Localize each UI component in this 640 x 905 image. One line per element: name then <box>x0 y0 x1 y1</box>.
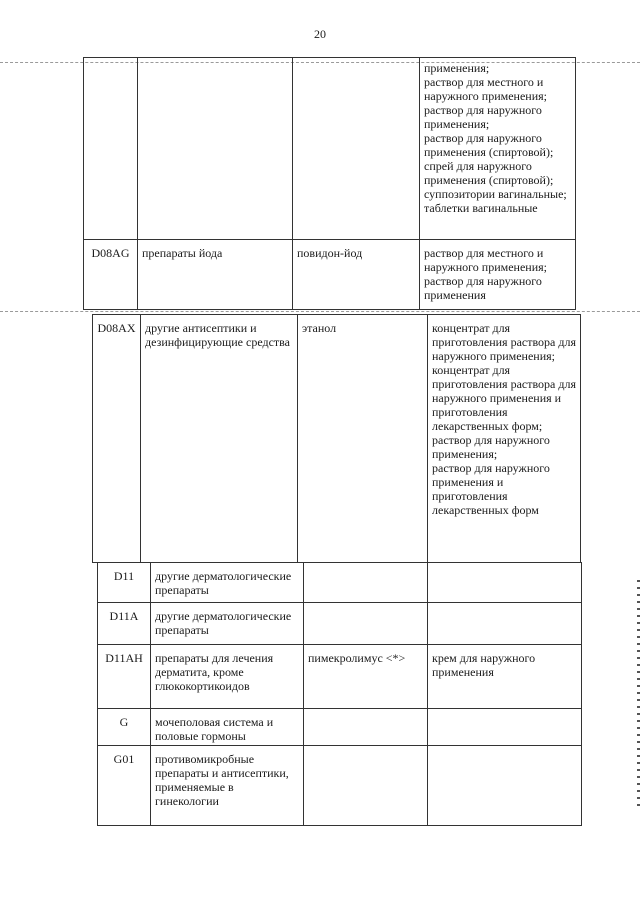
table-row <box>98 603 582 645</box>
medicine-table-part-3 <box>97 562 582 826</box>
dosage-form-cell <box>428 746 582 826</box>
drug-name-cell <box>304 603 428 645</box>
dosage-form-cell <box>428 709 582 746</box>
group-name-cell: мочеполовая система и половые гормоны <box>151 709 304 746</box>
dosage-form-cell: концентрат для приготовления раствора для наружного применения; концентрат для приготовления раствора для наружного применения и приготовления лекарственных форм; раствор для наружного применения; раствор для наружного применения и приготовления лекарственных форм <box>428 315 581 563</box>
table-row <box>98 746 582 826</box>
table-row <box>93 315 581 563</box>
group-name-cell: другие антисептики и дезинфицирующие средства <box>141 315 298 563</box>
dosage-form-cell <box>428 563 582 603</box>
atc-code-cell: D11 <box>98 563 151 603</box>
table-row <box>84 58 576 240</box>
atc-code-cell: G <box>98 709 151 746</box>
drug-name-cell: этанол <box>298 315 428 563</box>
atc-code-cell: D11AH <box>98 645 151 709</box>
dosage-form-cell: раствор для местного и наружного применения; раствор для наружного применения <box>420 240 576 310</box>
table-row <box>84 240 576 310</box>
medicine-table-part-1 <box>83 57 576 310</box>
table-row <box>98 645 582 709</box>
table-row <box>98 709 582 746</box>
drug-name-cell: пимекролимус <*> <box>304 645 428 709</box>
atc-code-cell: G01 <box>98 746 151 826</box>
dosage-form-cell: применения; раствор для местного и наружного применения; раствор для наружного применения; раствор для наружного применения (спиртовой); спрей для наружного применения (спиртовой); суппозитории вагинальные; таблетки вагинальные <box>420 58 576 240</box>
drug-name-cell <box>293 58 420 240</box>
table-row <box>98 563 582 603</box>
atc-code-cell <box>84 58 138 240</box>
atc-code-cell: D08AG <box>84 240 138 310</box>
group-name-cell: препараты йода <box>138 240 293 310</box>
dosage-form-cell <box>428 603 582 645</box>
dosage-form-cell: крем для наружного применения <box>428 645 582 709</box>
drug-name-cell <box>304 709 428 746</box>
drug-name-cell <box>304 563 428 603</box>
group-name-cell: препараты для лечения дерматита, кроме глюкокортикоидов <box>151 645 304 709</box>
atc-code-cell: D11A <box>98 603 151 645</box>
scan-fold-line-middle <box>0 311 640 312</box>
page-number: 20 <box>314 27 326 41</box>
medicine-table-part-2 <box>92 314 581 563</box>
drug-name-cell: повидон-йод <box>293 240 420 310</box>
atc-code-cell: D08AX <box>93 315 141 563</box>
group-name-cell: другие дерматологические препараты <box>151 603 304 645</box>
group-name-cell: противомикробные препараты и антисептики, применяемые в гинекологии <box>151 746 304 826</box>
group-name-cell: другие дерматологические препараты <box>151 563 304 603</box>
group-name-cell <box>138 58 293 240</box>
drug-name-cell <box>304 746 428 826</box>
